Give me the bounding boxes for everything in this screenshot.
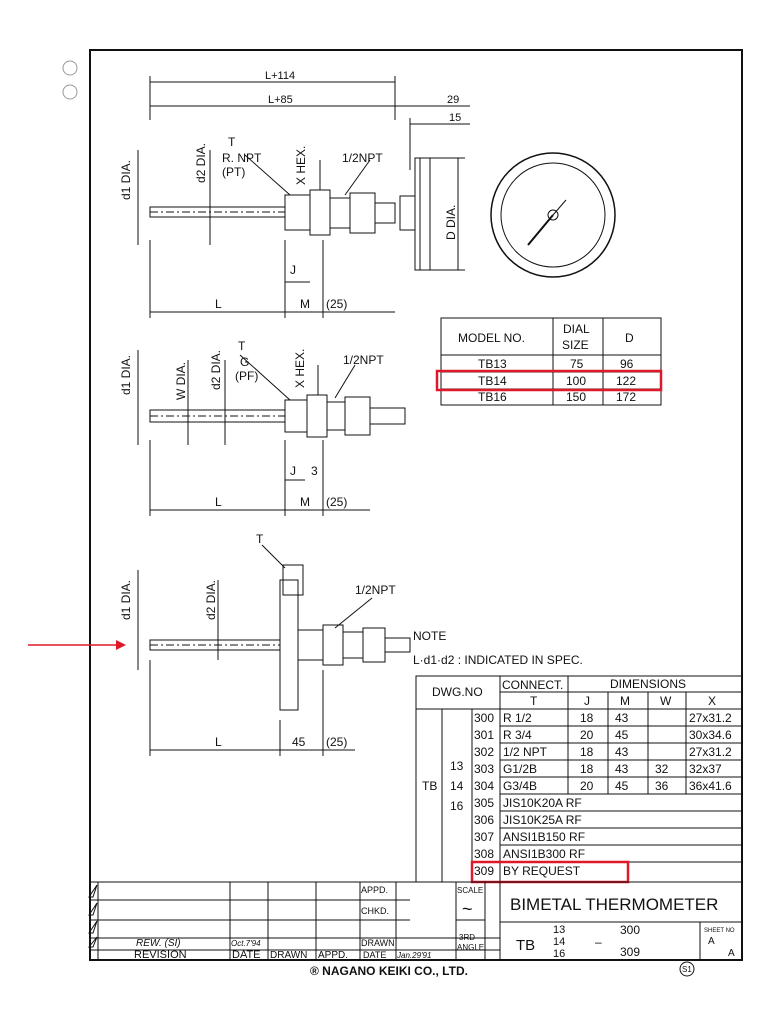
dwg-cell-j: 18 bbox=[580, 762, 594, 776]
label-d2: d2 DIA. bbox=[194, 142, 208, 183]
tb-appd-col: APPD. bbox=[318, 950, 349, 961]
dwg-cell-w: 32 bbox=[655, 762, 669, 776]
label-x-hex: X HEX. bbox=[294, 145, 308, 185]
model-table bbox=[441, 318, 661, 405]
cell-model: TB13 bbox=[478, 357, 507, 371]
tb-14: 14 bbox=[553, 936, 566, 948]
label-d1: d1 DIA. bbox=[119, 159, 133, 200]
tb-scale-value: ~ bbox=[462, 899, 473, 919]
dwg-table bbox=[416, 676, 742, 882]
label-l: L bbox=[215, 735, 222, 749]
dwg-cell-w: 36 bbox=[655, 779, 669, 793]
tb-date-col: DATE bbox=[232, 949, 261, 961]
tb-13: 13 bbox=[553, 924, 566, 936]
dwg-cell-no: 301 bbox=[474, 728, 495, 742]
red-arrow bbox=[28, 640, 126, 650]
label-d2: d2 DIA. bbox=[209, 349, 223, 390]
tb-model: TB bbox=[516, 937, 536, 954]
header-dial: DIAL bbox=[563, 322, 590, 336]
label-j: J bbox=[290, 464, 296, 478]
tb-scale: SCALE bbox=[457, 886, 484, 895]
dwg-cell-t: JIS10K20A RF bbox=[503, 796, 582, 810]
tb-sheet-no: SHEET NO bbox=[704, 928, 735, 934]
header-x: X bbox=[708, 694, 717, 708]
tb-sheet-of: A bbox=[728, 948, 735, 959]
tb-sheet-a: A bbox=[708, 936, 715, 947]
label-r-npt: R. NPT bbox=[222, 151, 262, 165]
dim-l114: L+114 bbox=[265, 70, 296, 82]
note-text: L·d1·d2 : INDICATED IN SPEC. bbox=[413, 653, 583, 667]
tb-drawn-col: DRAWN bbox=[270, 950, 308, 961]
dwg-cell-t: G1/2B bbox=[503, 762, 538, 776]
label-t: T bbox=[238, 339, 246, 353]
tb-appd: APPD. bbox=[361, 885, 389, 895]
label-25: (25) bbox=[326, 297, 348, 311]
label-x-hex: X HEX. bbox=[293, 348, 307, 388]
dwg-cell-t: R 1/2 bbox=[503, 711, 532, 725]
dwg-cell-no: 308 bbox=[474, 847, 495, 861]
label-3: 3 bbox=[311, 464, 318, 478]
dwg-cell-x: 32x37 bbox=[689, 762, 722, 776]
label-t: T bbox=[228, 135, 236, 149]
dwg-cell-no: 304 bbox=[474, 779, 495, 793]
header-w: W bbox=[660, 694, 672, 708]
label-d2: d2 DIA. bbox=[204, 579, 218, 620]
size-14: 14 bbox=[450, 779, 464, 793]
dwg-cell-no: 305 bbox=[474, 796, 495, 810]
cell-d: 172 bbox=[616, 390, 637, 404]
tb-drawn-date: Jan.29'91 bbox=[397, 951, 432, 960]
dwg-cell-no: 306 bbox=[474, 813, 495, 827]
dwg-cell-j: 18 bbox=[580, 711, 594, 725]
dwg-cell-no: 309 bbox=[474, 864, 495, 878]
dwg-cell-no: 300 bbox=[474, 711, 495, 725]
dwg-cell-t: ANSI1B150 RF bbox=[503, 830, 586, 844]
header-model-no: MODEL NO. bbox=[458, 331, 525, 345]
header-t: T bbox=[530, 694, 538, 708]
tb-chkd: CHKD. bbox=[361, 906, 390, 916]
dwg-tb: TB bbox=[422, 779, 438, 793]
label-45: 45 bbox=[292, 735, 306, 749]
cell-dial: 150 bbox=[566, 390, 587, 404]
cell-dial: 75 bbox=[570, 357, 584, 371]
tb-309: 309 bbox=[620, 945, 641, 959]
tb-revision: REVISION bbox=[134, 949, 187, 961]
dwg-cell-j: 18 bbox=[580, 745, 594, 759]
title-block bbox=[90, 882, 742, 960]
label-m: M bbox=[300, 495, 310, 509]
tb-date: DATE bbox=[363, 950, 387, 960]
label-d1: d1 DIA. bbox=[119, 579, 133, 620]
header-dimensions: DIMENSIONS bbox=[610, 677, 687, 691]
cell-d: 122 bbox=[616, 374, 637, 388]
label-l: L bbox=[215, 297, 222, 311]
dwg-cell-m: 43 bbox=[615, 711, 629, 725]
label-npt: 1/2NPT bbox=[342, 151, 383, 165]
bottom-view bbox=[138, 545, 410, 756]
footer-code: S1 bbox=[682, 965, 692, 974]
label-d-dia: D DIA. bbox=[444, 204, 458, 240]
label-g: G bbox=[240, 355, 250, 369]
label-npt: 1/2NPT bbox=[355, 583, 396, 597]
dim-l85: L+85 bbox=[268, 94, 293, 106]
header-m: M bbox=[620, 694, 630, 708]
dwg-cell-t: JIS10K25A RF bbox=[503, 813, 582, 827]
dwg-cell-m: 45 bbox=[615, 779, 629, 793]
dwg-cell-t: ANSI1B300 RF bbox=[503, 847, 586, 861]
dim-15: 15 bbox=[449, 112, 462, 124]
tb-16: 16 bbox=[553, 948, 566, 960]
dwg-cell-t: G3/4B bbox=[503, 779, 538, 793]
top-view bbox=[138, 76, 470, 318]
tb-drawn: DRAWN bbox=[361, 938, 395, 948]
dim-29: 29 bbox=[447, 94, 460, 106]
dwg-cell-t: 1/2 NPT bbox=[503, 745, 548, 759]
label-d1: d1 DIA. bbox=[119, 354, 133, 395]
header-j: J bbox=[584, 694, 590, 708]
header-d: D bbox=[625, 331, 634, 345]
label-25: (25) bbox=[326, 735, 348, 749]
label-t: T bbox=[256, 532, 264, 546]
label-j: J bbox=[290, 263, 296, 277]
dwg-cell-t: BY REQUEST bbox=[503, 864, 581, 878]
cell-dial: 100 bbox=[566, 374, 587, 388]
dwg-cell-x: 27x31.2 bbox=[689, 711, 732, 725]
dwg-cell-j: 20 bbox=[580, 779, 594, 793]
label-l: L bbox=[215, 495, 222, 509]
tb-rev-si: REW. (SI) bbox=[136, 938, 181, 949]
dwg-cell-x: 36x41.6 bbox=[689, 779, 732, 793]
tb-dash: – bbox=[595, 935, 602, 949]
header-size: SIZE bbox=[562, 338, 589, 352]
tb-rev-date: Oct.7'94 bbox=[231, 939, 261, 948]
dwg-cell-m: 43 bbox=[615, 745, 629, 759]
dwg-cell-no: 303 bbox=[474, 762, 495, 776]
tb-title: BIMETAL THERMOMETER bbox=[510, 895, 719, 914]
header-connect: CONNECT. bbox=[502, 678, 564, 692]
cell-model: TB14 bbox=[478, 374, 507, 388]
cell-d: 96 bbox=[620, 357, 634, 371]
tb-angle2: ANGLE bbox=[457, 943, 485, 952]
dwg-cell-t: R 3/4 bbox=[503, 728, 532, 742]
dwg-cell-no: 302 bbox=[474, 745, 495, 759]
dwg-cell-no: 307 bbox=[474, 830, 495, 844]
dwg-cell-x: 30x34.6 bbox=[689, 728, 732, 742]
tb-300: 300 bbox=[620, 923, 641, 937]
size-16: 16 bbox=[450, 799, 464, 813]
cell-model: TB16 bbox=[478, 390, 507, 404]
label-pt: (PT) bbox=[222, 165, 246, 179]
dwg-cell-x: 27x31.2 bbox=[689, 745, 732, 759]
dial-face bbox=[491, 153, 615, 277]
header-dwg-no: DWG.NO bbox=[432, 685, 483, 699]
tb-angle: 3RD- bbox=[459, 933, 478, 942]
dwg-cell-j: 20 bbox=[580, 728, 594, 742]
footer-brand: ® NAGANO KEIKI CO., LTD. bbox=[310, 964, 468, 978]
margin-mark bbox=[63, 85, 77, 99]
label-pf: (PF) bbox=[235, 369, 259, 383]
note-title: NOTE bbox=[413, 629, 447, 643]
size-13: 13 bbox=[450, 759, 464, 773]
label-m: M bbox=[300, 297, 310, 311]
label-25: (25) bbox=[326, 495, 348, 509]
margin-mark bbox=[63, 61, 77, 75]
dwg-cell-m: 45 bbox=[615, 728, 629, 742]
dwg-cell-m: 43 bbox=[615, 762, 629, 776]
label-w: W DIA. bbox=[174, 362, 188, 400]
label-npt: 1/2NPT bbox=[343, 353, 384, 367]
